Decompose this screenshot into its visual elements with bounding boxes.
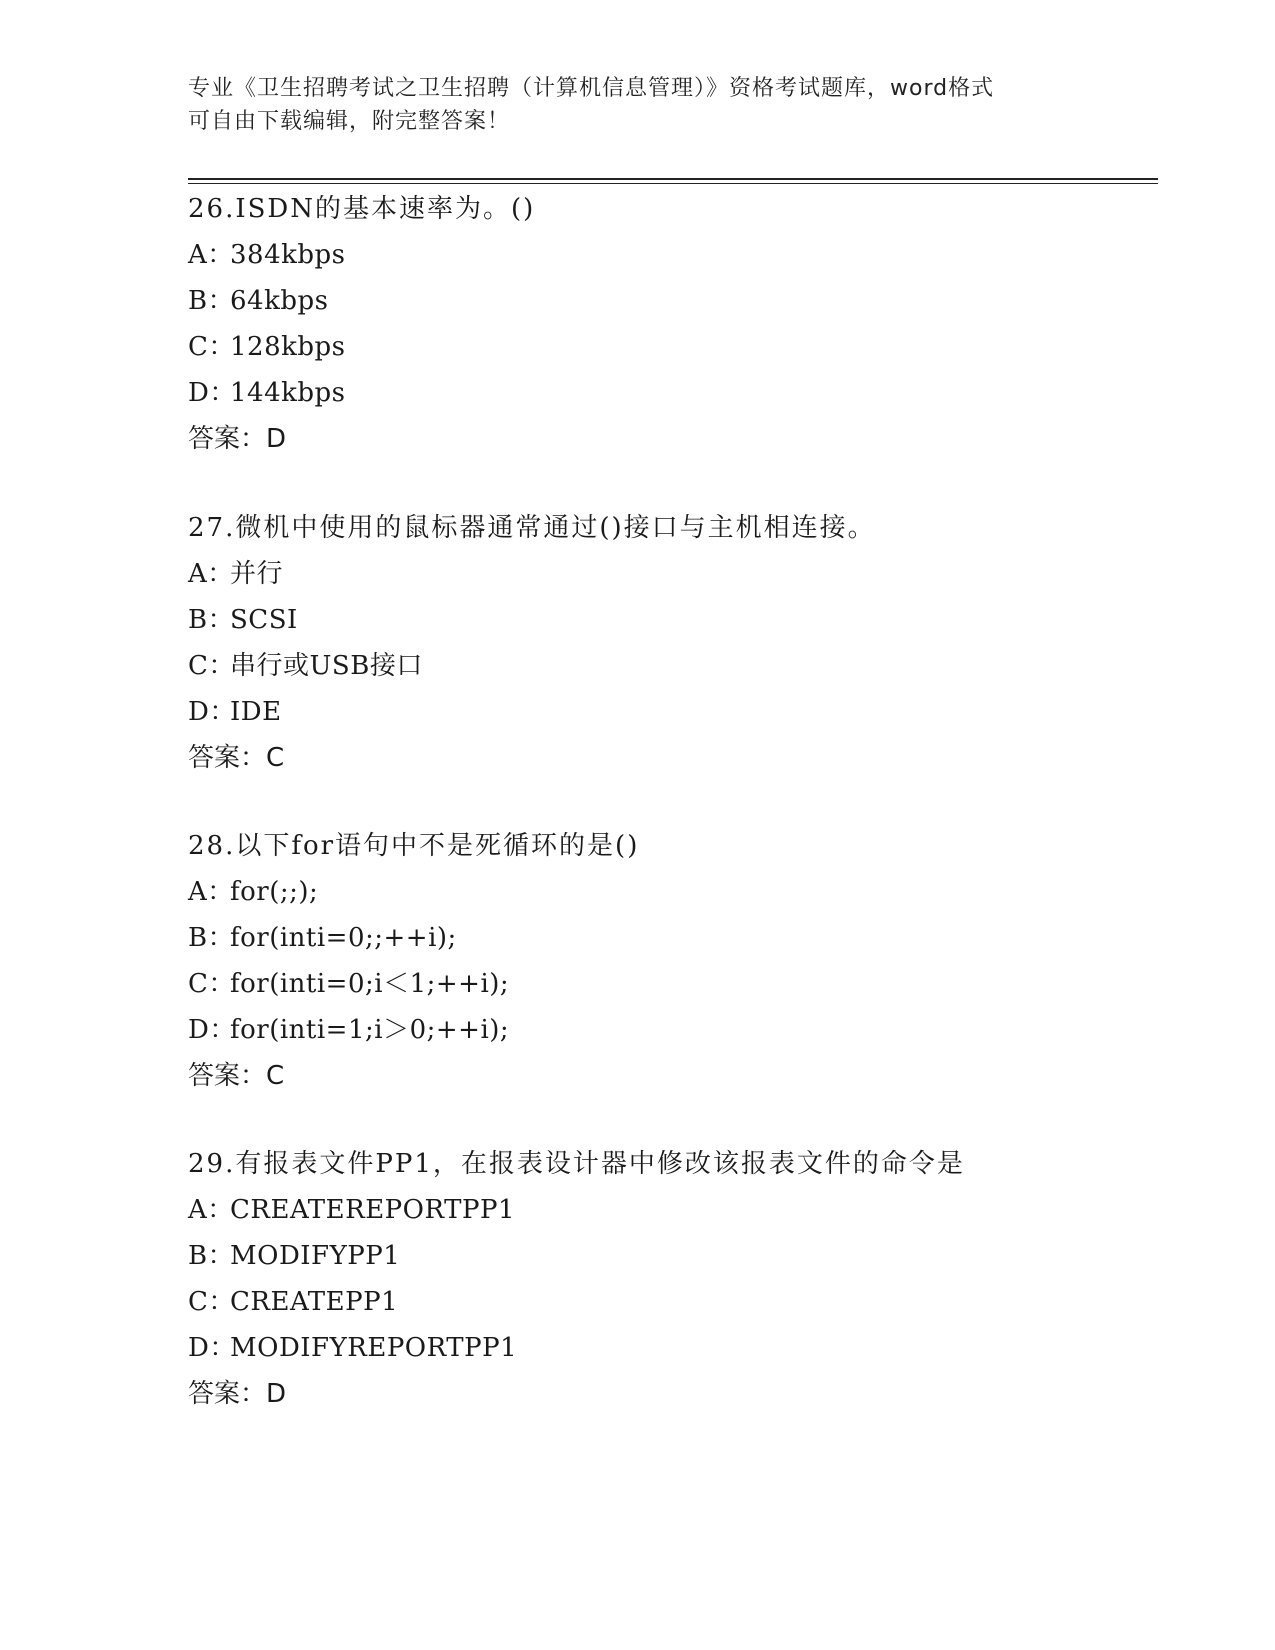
option-text: for(;;); [230,877,319,907]
answer-line: 答案：D [188,1379,287,1409]
option-b [188,278,1148,324]
option-text: CREATEREPORTPP1 [230,1195,515,1225]
header-line-2: 可自由下载编辑，附完整答案！ [188,109,511,134]
answer-line: 答案：D [188,424,287,454]
option-text: 64kbps [230,286,329,316]
option-text: for(inti=0;i＜1;++i); [230,969,510,999]
option-text: 串行或USB接口 [230,651,423,681]
option-text: 并行 [230,559,284,589]
option-d [188,370,1148,416]
option-key: B： [188,923,235,953]
option-text: for(inti=0;;++i); [230,923,457,953]
answer-line: 答案：C [188,743,285,773]
option-b [188,1233,1148,1279]
question-27 [188,505,1148,781]
option-key: D： [188,1333,236,1363]
option-key: D： [188,1015,236,1045]
option-text: 384kbps [230,240,346,270]
option-key: C： [188,332,235,362]
option-c [188,643,1148,689]
option-a [188,1187,1148,1233]
header-line-1: 专业《卫生招聘考试之卫生招聘（计算机信息管理）》资格考试题库，word格式 [188,76,995,101]
option-d [188,1007,1148,1053]
option-text: 128kbps [230,332,346,362]
option-c [188,961,1148,1007]
option-key: C： [188,651,235,681]
option-text: CREATEPP1 [230,1287,399,1317]
question-stem: 28.以下for语句中不是死循环的是() [188,831,640,861]
option-key: C： [188,969,235,999]
option-c [188,324,1148,370]
question-26 [188,186,1148,462]
option-key: A： [188,559,234,589]
option-b [188,915,1148,961]
option-key: A： [188,877,234,907]
option-text: SCSI [230,605,298,635]
document-header [188,72,1088,138]
option-d [188,689,1148,735]
question-stem: 27.微机中使用的鼠标器通常通过()接口与主机相连接。 [188,513,876,543]
option-key: B： [188,605,235,635]
question-stem: 26.ISDN的基本速率为。() [188,194,536,224]
header-divider [188,178,1158,180]
answer-line: 答案：C [188,1061,285,1091]
option-text: IDE [230,697,282,727]
option-text: for(inti=1;i＞0;++i); [230,1015,510,1045]
question-stem: 29.有报表文件PP1，在报表设计器中修改该报表文件的命令是 [188,1149,965,1179]
option-a [188,869,1148,915]
option-d [188,1325,1148,1371]
option-key: B： [188,1241,235,1271]
option-c [188,1279,1148,1325]
question-28 [188,823,1148,1099]
option-text: 144kbps [230,378,346,408]
option-key: B： [188,286,235,316]
option-text: MODIFYREPORTPP1 [230,1333,518,1363]
option-text: MODIFYPP1 [230,1241,401,1271]
option-key: D： [188,697,236,727]
question-29 [188,1141,1148,1417]
header-divider-thin [188,183,1158,184]
option-key: D： [188,378,236,408]
option-key: A： [188,240,234,270]
option-a [188,551,1148,597]
option-key: A： [188,1195,234,1225]
option-b [188,597,1148,643]
option-a [188,232,1148,278]
option-key: C： [188,1287,235,1317]
